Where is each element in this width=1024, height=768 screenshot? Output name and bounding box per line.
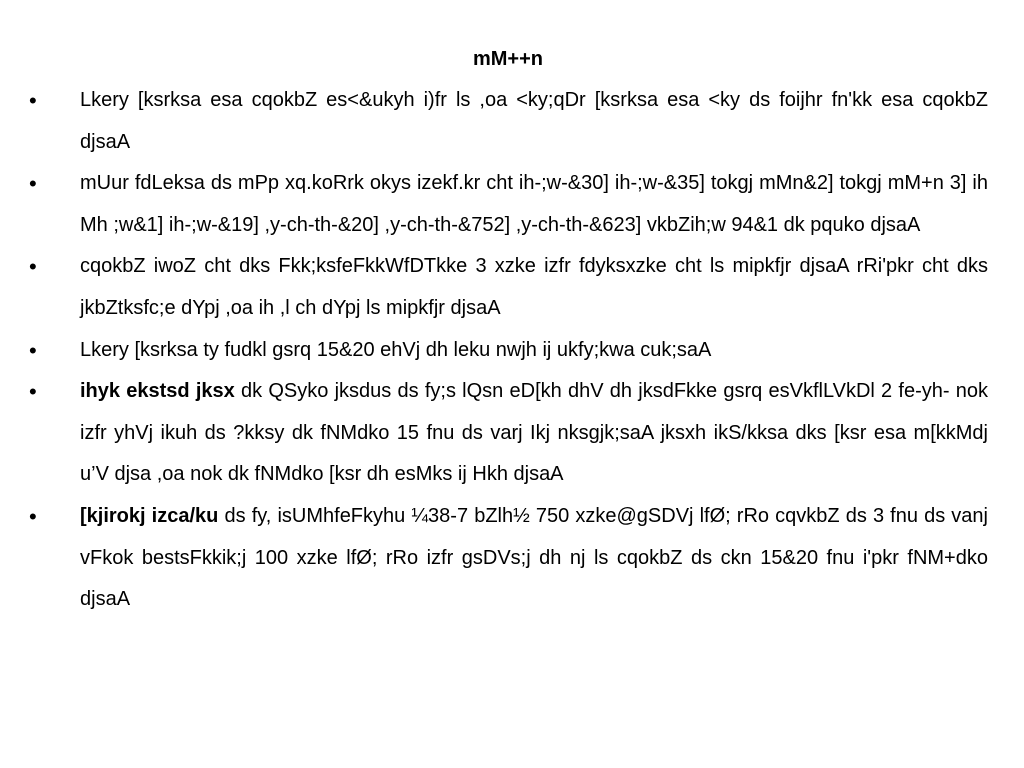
bullet-text: cqokbZ iwoZ cht dks Fkk;ksfeFkkWfDTkke 3 xzke izfr fdyksxzke cht ls mipkfjr djsaA rRi'pkr cht dks jkbZtksfc;e dYpj ,oa ih ,l ch dYpj ls mipkfjr djsaA [80,255,988,319]
bullet-item [0,330,988,372]
bullet-text: mUur fdLeksa ds mPp xq.koRrk okys izekf.kr cht ih-;w-&30] ih-;w-&35] tokgj mMn&2] tokgj mM+n 3] ih Mh ;w&1] ih-;w-&19] ,y-ch-th-&20] ,y-ch-th-&752] ,y-ch-th-&623] vkbZih;w 94&1 dk pquko djsaA [80,172,988,236]
bullet-text: Lkery [ksrksa ty fudkl gsrq 15&20 ehVj dh leku nwjh ij ukfy;kwa cuk;saA [80,338,712,361]
bullet-dot-icon: • [29,337,37,363]
bullet-text: dk QSyko jksdus ds fy;s lQsn eD[kh dhV dh jksdFkke gsrq esVkflLVkDl 2 fe-yh- nok izfr yhVj ikuh ds ?kksy dk fNMdko 15 fnu ds varj Ikj nksgjk;saA jksxh ikS/kksa dks [ksr esa m[kkMdj u’V djsa ,oa nok dk fNMdko [ksr dh esMks ij Hkh djsaA [80,380,988,486]
bullet-bold-lead: [kjirokj izca/ku [80,504,219,527]
bullet-dot-icon: • [29,379,37,405]
bullet-text: ds fy, isUMhfeFkyhu ¼38-7 bZlh½ 750 xzke@gSDVj lfØ; rRo cqvkbZ ds 3 fnu ds vanj vFkok bestsFkkik;j 100 xzke lfØ; rRo izfr gsDVs;j dh nj ls cqokbZ ds ckn 15&20 fnu i'pkr fNM+dko djsaA [80,504,988,611]
bullet-item [0,80,988,163]
bullet-item [0,163,988,246]
bullet-text: Lkery [ksrksa esa cqokbZ es<&ukyh i)fr ls ,oa <ky;qDr [ksrksa esa <ky ds foijhr fn'kk esa cqokbZ djsaA [80,89,988,153]
bullet-bold-lead: ihyk ekstsd jksx [80,380,235,403]
bullet-dot-icon: • [29,254,37,280]
bullet-item [0,371,988,496]
bullet-dot-icon: • [29,171,37,197]
bullet-item [0,246,988,329]
bullet-item [0,496,988,621]
bullet-dot-icon: • [29,503,37,529]
slide-title: mM++n [472,48,544,70]
bullet-dot-icon: • [29,88,37,113]
bullet-list [0,80,988,621]
